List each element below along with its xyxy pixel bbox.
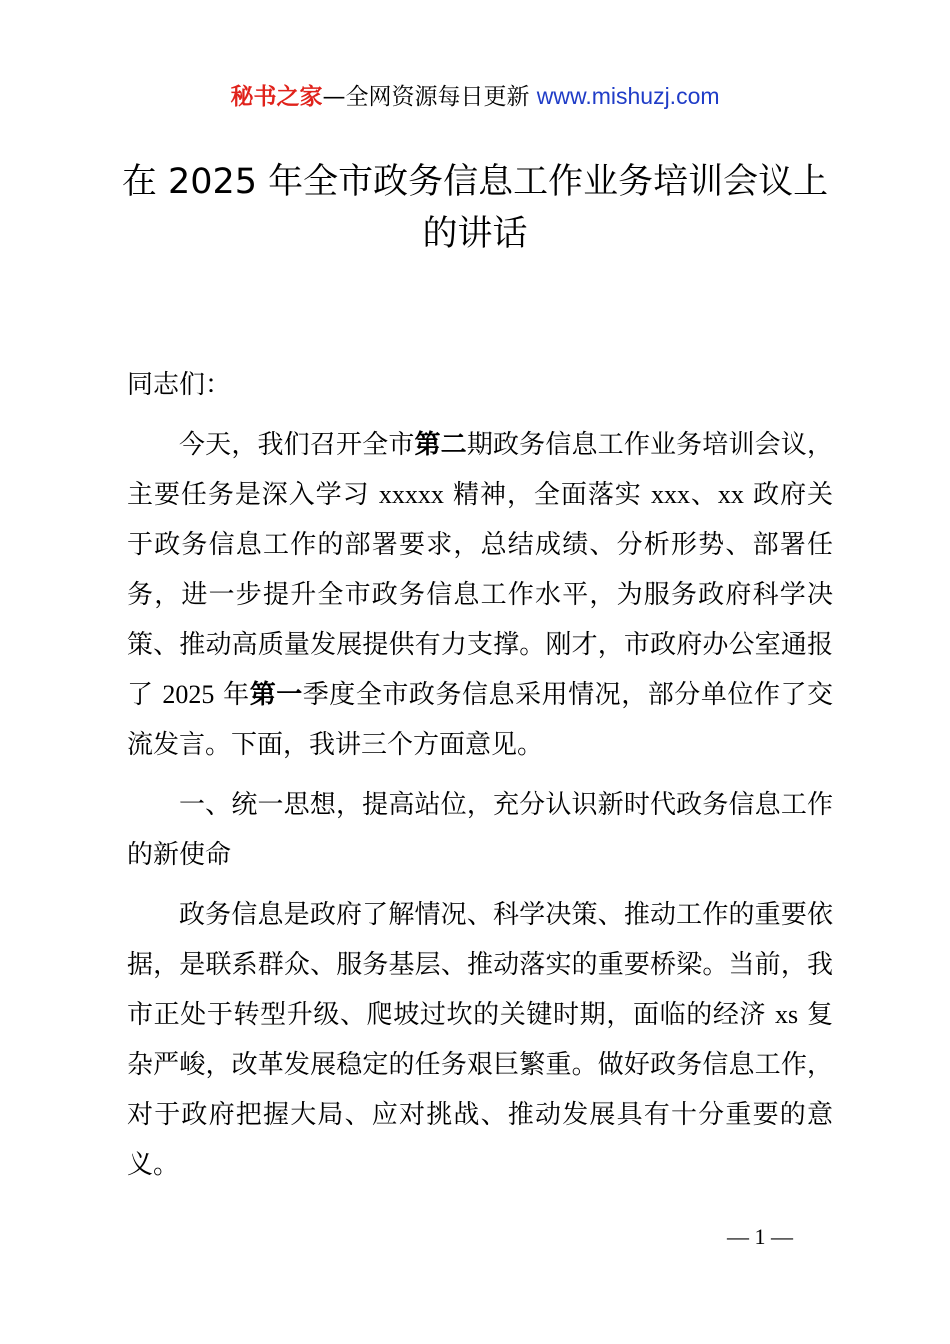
brand-name: 秘书之家 <box>230 84 323 110</box>
bold-text-run: 第二 <box>414 430 467 460</box>
text-run: 、 <box>689 480 718 510</box>
site-url[interactable]: www.mishuzj.com <box>536 83 720 109</box>
text-run: 今天，我们召开全市 <box>179 430 415 460</box>
text-run: 年 <box>214 680 250 710</box>
latin-text-run: xxxxx <box>378 480 444 509</box>
document-body <box>127 360 833 1190</box>
text-run: 季度全市政务信息采用情况，部分单位作了交流发言。下面，我讲三个方面意见。 <box>127 680 833 760</box>
text-run: 复杂严峻，改革发展稳定的任务艰巨繁重。做好政务信息工作，对于政府把握大局、应对挑战、推动发展具有十分重要的意义。 <box>127 1000 834 1180</box>
header-tagline: —全网资源每日更新 <box>322 84 537 110</box>
latin-text-run: xs <box>774 1000 799 1029</box>
text-run: 政府关于政务信息工作的部署要求，总结成绩、分析形势、部署任务，进一步提升全市政务信息工作水平，为服务政府科学决策、推动高质量发展提供有力支撑。刚才，市政府办公室通报了 <box>127 480 834 710</box>
latin-text-run: xx <box>717 480 744 509</box>
latin-text-run: xxx <box>650 480 690 509</box>
site-header <box>0 80 950 113</box>
text-run: 政务信息是政府了解情况、科学决策、推动工作的重要依据，是联系群众、服务基层、推动落实的重要桥梁。当前，我市正处于转型升级、爬坡过坎的关键时期，面临的经济 <box>127 900 833 1030</box>
document-title: 在 2025 年全市政务信息工作业务培训会议上的讲话 <box>121 162 829 254</box>
salutation: 同志们： <box>127 370 232 400</box>
text-run: 期政务信息工作业务培训会议，主要任务是深入学习 <box>127 430 833 510</box>
bold-text-run: 第一 <box>249 680 303 710</box>
latin-text-run: 2025 <box>162 680 215 709</box>
section-heading: 一、统一思想，提高站位，充分认识新时代政务信息工作的新使命 <box>127 790 833 870</box>
body-paragraph <box>127 890 833 1190</box>
page-number: — 1 — <box>727 1224 793 1249</box>
text-run: 精神，全面落实 <box>443 480 651 510</box>
opening-paragraph <box>127 420 833 770</box>
